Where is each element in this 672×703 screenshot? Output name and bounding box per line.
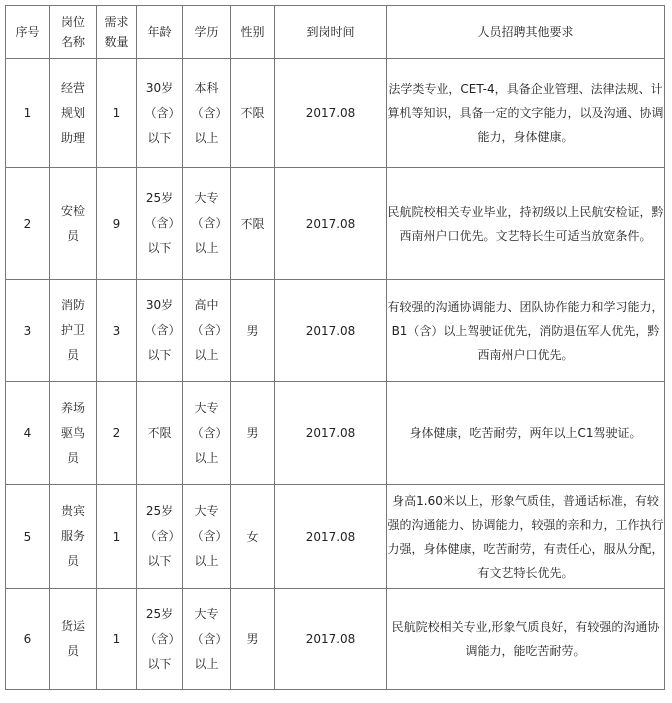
- cell-start-date: 2017.08: [275, 168, 387, 280]
- cell-seq: 4: [6, 382, 50, 485]
- cell-count: 1: [97, 59, 137, 168]
- cell-gender: 不限: [231, 59, 275, 168]
- header-start-date: 到岗时间: [275, 6, 387, 59]
- cell-position: [50, 485, 97, 589]
- requirements-text: 身高1.60米以上，形象气质佳，普通话标准，有较强的沟通能力、协调能力，较强的亲和力，工作执行力强，身体健康，吃苦耐劳，有责任心，服从分配，有文艺特长优先。: [387, 493, 664, 580]
- table-row: [6, 589, 665, 690]
- education-label: 大专（含）以上: [191, 191, 222, 255]
- header-seq: 序号: [6, 6, 50, 59]
- cell-age: [137, 59, 183, 168]
- age-label: 25岁（含）以下: [144, 504, 175, 568]
- cell-education: [183, 168, 231, 280]
- education-label: 大专（含）以上: [191, 400, 222, 465]
- cell-age: [137, 168, 183, 280]
- cell-gender: 不限: [231, 168, 275, 280]
- cell-count: 9: [97, 168, 137, 280]
- cell-education: [183, 382, 231, 485]
- cell-start-date: 2017.08: [275, 59, 387, 168]
- cell-education: [183, 589, 231, 690]
- education-label: 本科（含）以上: [191, 80, 222, 145]
- education-label: 大专（含）以上: [191, 504, 222, 568]
- position-label: 经营规划助理: [60, 80, 85, 145]
- requirements-text: 身体健康，吃苦耐劳，两年以上C1驾驶证。: [409, 426, 642, 440]
- cell-gender: 男: [231, 382, 275, 485]
- cell-start-date: 2017.08: [275, 485, 387, 589]
- position-label: 消防护卫员: [60, 298, 85, 362]
- header-requirements: 人员招聘其他要求: [387, 6, 665, 59]
- cell-requirements: [387, 589, 665, 690]
- requirements-text: 民航院校相关专业,形象气质良好，有较强的沟通协调能力，能吃苦耐劳。: [391, 620, 660, 658]
- age-label: 30岁（含）以下: [144, 298, 175, 362]
- age-label: 不限: [147, 425, 172, 440]
- table-row: [6, 59, 665, 168]
- table-row: [6, 485, 665, 589]
- education-label: 大专（含）以上: [191, 606, 222, 671]
- position-label: 贵宾服务员: [60, 504, 85, 568]
- cell-count: 1: [97, 485, 137, 589]
- header-age: 年龄: [137, 6, 183, 59]
- cell-gender: 男: [231, 589, 275, 690]
- age-label: 30岁（含）以下: [144, 80, 175, 145]
- cell-position: [50, 382, 97, 485]
- header-row: [6, 6, 665, 59]
- cell-age: [137, 589, 183, 690]
- age-label: 25岁（含）以下: [144, 606, 175, 671]
- requirements-text: 有较强的沟通协调能力、团队协作能力和学习能力，B1（含）以上驾驶证优先，消防退伍军人优先，黔西南州户口优先。: [387, 299, 664, 362]
- cell-education: [183, 485, 231, 589]
- cell-requirements: [387, 382, 665, 485]
- cell-position: [50, 59, 97, 168]
- header-count: [97, 6, 137, 59]
- cell-start-date: 2017.08: [275, 589, 387, 690]
- cell-position: [50, 168, 97, 280]
- cell-education: [183, 59, 231, 168]
- table-row: [6, 280, 665, 382]
- cell-seq: 1: [6, 59, 50, 168]
- cell-count: 1: [97, 589, 137, 690]
- cell-seq: 5: [6, 485, 50, 589]
- table-row: [6, 382, 665, 485]
- cell-start-date: 2017.08: [275, 280, 387, 382]
- cell-requirements: [387, 485, 665, 589]
- requirements-text: 民航院校相关专业毕业，持初级以上民航安检证，黔西南州户口优先。文艺特长生可适当放宽条件。: [387, 204, 664, 243]
- cell-age: [137, 382, 183, 485]
- cell-gender: 女: [231, 485, 275, 589]
- header-education: 学历: [183, 6, 231, 59]
- position-label: 货运员: [60, 619, 85, 658]
- header-position-label: 岗位名称: [60, 15, 85, 49]
- cell-seq: 6: [6, 589, 50, 690]
- cell-start-date: 2017.08: [275, 382, 387, 485]
- cell-seq: 2: [6, 168, 50, 280]
- recruitment-table: [5, 5, 665, 690]
- cell-requirements: [387, 168, 665, 280]
- requirements-text: 法学类专业，CET-4，具备企业管理、法律法规、计算机等知识，具备一定的文字能力，以及沟通、协调能力，身体健康。: [387, 82, 664, 144]
- cell-count: 2: [97, 382, 137, 485]
- cell-seq: 3: [6, 280, 50, 382]
- header-count-label: 需求数量: [104, 15, 129, 49]
- header-gender: 性别: [231, 6, 275, 59]
- age-label: 25岁（含）以下: [144, 191, 175, 255]
- cell-requirements: [387, 59, 665, 168]
- position-label: 养场驱鸟员: [60, 400, 85, 465]
- cell-gender: 男: [231, 280, 275, 382]
- cell-education: [183, 280, 231, 382]
- cell-position: [50, 589, 97, 690]
- cell-age: [137, 485, 183, 589]
- cell-requirements: [387, 280, 665, 382]
- education-label: 高中（含）以上: [191, 298, 222, 362]
- cell-age: [137, 280, 183, 382]
- header-position: [50, 6, 97, 59]
- position-label: 安检员: [60, 203, 85, 243]
- cell-count: 3: [97, 280, 137, 382]
- cell-position: [50, 280, 97, 382]
- table-row: [6, 168, 665, 280]
